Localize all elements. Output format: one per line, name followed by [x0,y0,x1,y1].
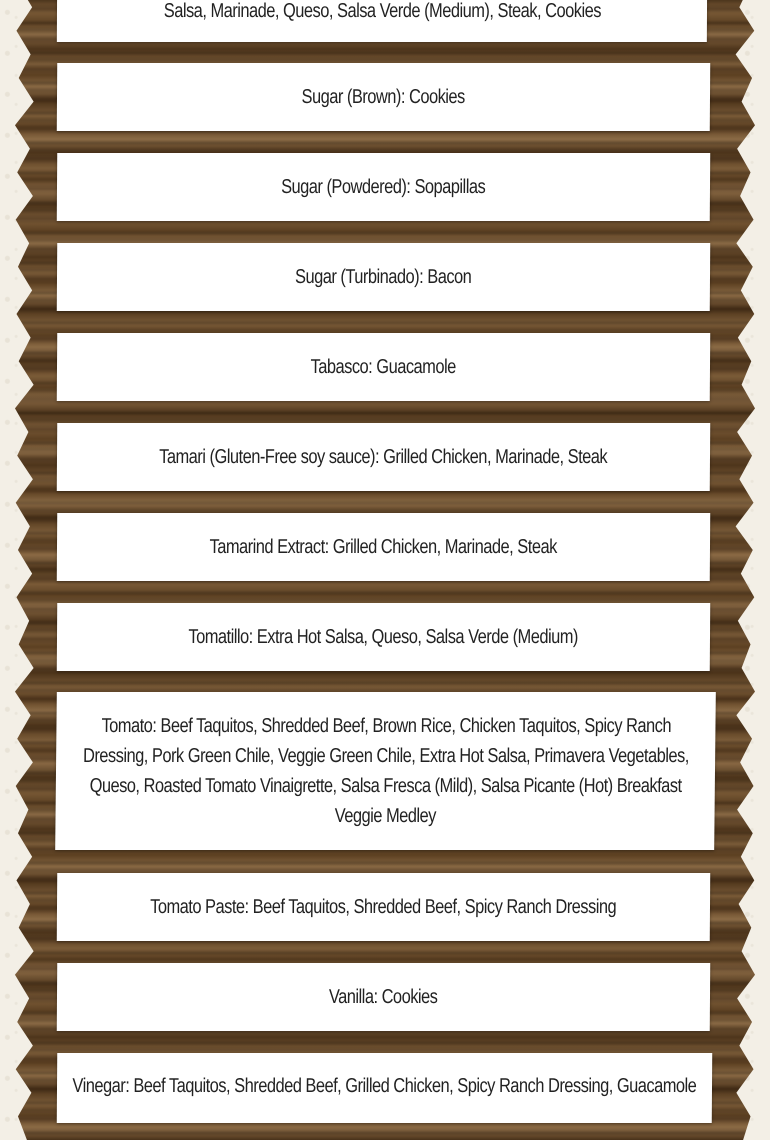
ingredient-card [57,513,710,581]
ingredient-card [57,0,707,42]
ingredient-text: Sugar (Powdered): Sopapillas [281,176,486,198]
ingredient-card [57,1053,712,1123]
ingredient-text: Tamari (Gluten-Free soy sauce): Grilled Chicken, Marinade, Steak [159,446,608,468]
ingredient-text: Tomato Paste: Beef Taquitos, Shredded Beef, Spicy Ranch Dressing [150,896,617,918]
ingredient-card [57,243,710,311]
ingredient-text: Tomatillo: Extra Hot Salsa, Queso, Salsa Verde (Medium) [188,626,579,648]
ingredient-card [57,333,710,401]
ingredient-text: Tabasco: Guacamole [310,356,457,378]
ingredient-card [57,63,710,131]
ingredient-card [57,963,710,1031]
ingredient-card [57,153,710,221]
ingredient-text: Sugar (Brown): Cookies [301,86,466,108]
ingredient-card [57,873,710,941]
ingredient-text: Salsa, Marinade, Queso, Salsa Verde (Medium), Steak, Cookies [163,0,601,22]
ingredient-text: Tamarind Extract: Grilled Chicken, Marinade, Steak [209,536,558,558]
ingredient-card [57,603,710,671]
ingredient-text: Vinegar: Beef Taquitos, Shredded Beef, Grilled Chicken, Spicy Ranch Dressing, Guacamole [72,1075,697,1097]
ingredient-text: Vanilla: Cookies [329,986,438,1008]
ingredient-card [55,692,716,850]
ingredient-text: Tomato: Beef Taquitos, Shredded Beef, Brown Rice, Chicken Taquitos, Spicy Ranch Dressing, Pork Green Chile, Veggie Green Chile, Extra Hot Salsa, Primavera Vegetables, Queso, Roasted Tomato Vinaigrette, Salsa Fresca (Mild), Salsa Picante (Hot) Breakfast Veggie Medley [82,715,689,827]
ingredient-text: Sugar (Turbinado): Bacon [295,266,472,288]
ingredient-card [57,423,710,491]
